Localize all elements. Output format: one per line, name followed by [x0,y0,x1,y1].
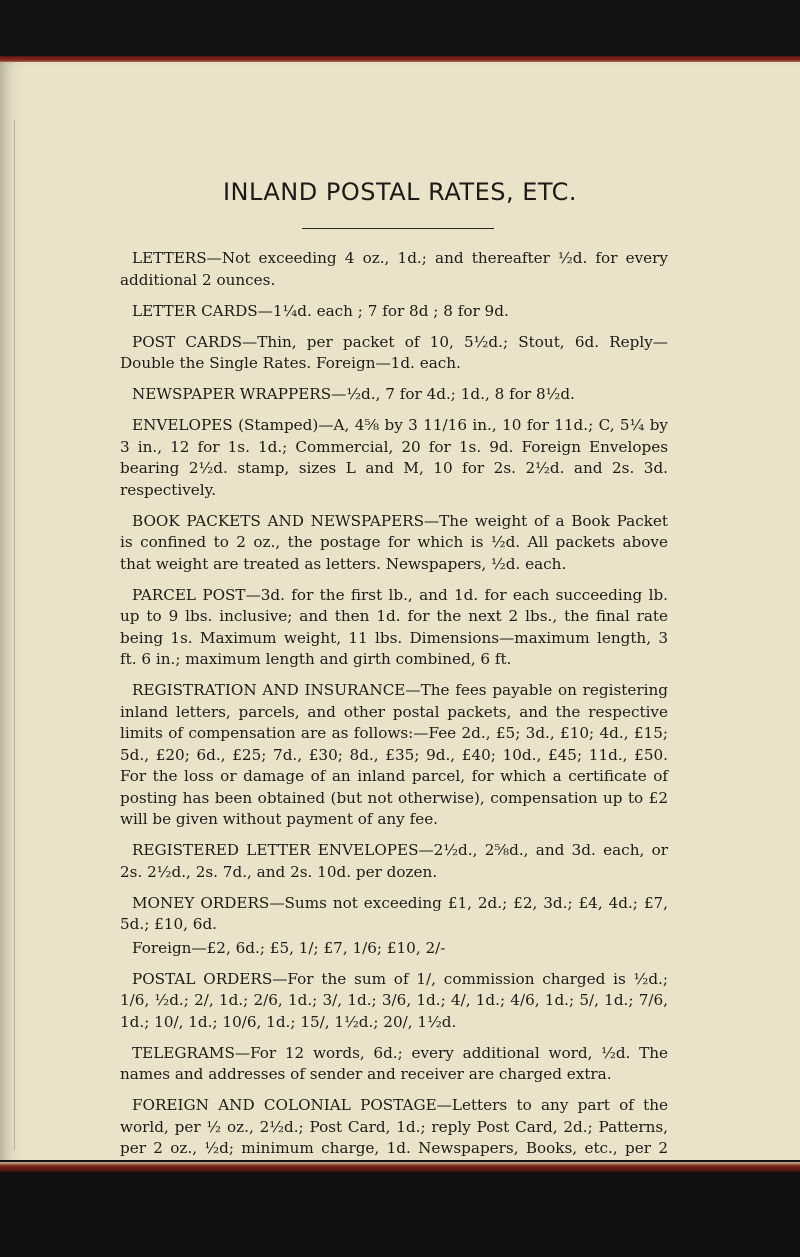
telegrams-rate: TELEGRAMS—For 12 words, 6d.; every additional word, ½d. The names and addresses of sender and receiver are charged extra. [120,1043,668,1083]
book-packets-rate: BOOK PACKETS AND NEWSPAPERS—The weight of a Book Packet is confined to 2 oz., the postage for which is ½d. All packets above that weight are treated as letters. Newspapers, ½d. each. [120,511,668,573]
title-underline [302,228,494,229]
book-bottom-edge [0,1160,800,1257]
binding-edge-bottom [0,1162,800,1172]
foreign-colonial-postage-rate: FOREIGN AND COLONIAL POSTAGE—Letters to any part of the world, per ½ oz., 2½d.; Post Card, 1d.; reply Post Card, 2d.; Patterns, per 2 oz., ½d; minimum charge, 1d. Newspapers, Books, etc., per 2 [120,1096,668,1157]
letters-rate: LETTERS—Not exceeding 4 oz., 1d.; and thereafter ½d. for every additional 2 ounces. [120,249,668,289]
registered-envelopes-rate: REGISTERED LETTER ENVELOPES—2½d., 2⅝d., and 3d. each, or 2s. 2½d., 2s. 7d., and 2s. 10d. per dozen. [120,841,668,881]
letter-cards-rate: LETTER CARDS—1¼d. each ; 7 for 8d ; 8 for 9d. [132,301,509,320]
registration-insurance-rate: REGISTRATION AND INSURANCE—The fees payable on registering inland letters, parcels, and other postal packets, and the respective limits of compensation are as follows:—Fee 2d., £5; 3d., £10; 4d., £15; 5d., £20; 6d., £25; 7d., £30; 8d., £35; 9d., £40; 10d., £45; 11d., £50. For the loss or damage of an inland parcel, for which a certificate of posting has been obtained (but not otherwise), compensation up to £2 will be given without payment of any fee. [120,681,668,828]
postal-orders-rate: POSTAL ORDERS—For the sum of 1/, commission charged is ½d.; 1/6, ½d.; 2/, 1d.; 2/6, 1d.; 3/, 1d.; 3/6, 1d.; 4/, 1d.; 4/6, 1d.; 5/, 1d.; 7/6, 1d.; 10/, 1d.; 10/6, 1d.; 15/, 1½d.; 20/, 1½d. [120,969,668,1031]
post-cards-rate: POST CARDS—Thin, per packet of 10, 5½d.; Stout, 6d. Reply—Double the Single Rates. Foreign—1d. each. [120,332,668,372]
money-orders-rate: MONEY ORDERS—Sums not exceeding £1, 2d.; £2, 3d.; £4, 4d.; £7, 5d.; £10, 6d. [120,893,668,933]
money-orders-foreign-rate: Foreign—£2, 6d.; £5, 1/; £7, 1/6; £10, 2/- [132,938,446,957]
page-fold-line [14,120,15,1150]
parcel-post-rate: PARCEL POST—3d. for the first lb., and 1d. for each succeeding lb. up to 9 lbs. inclusive; and then 1d. for the next 2 lbs., the final rate being 1s. Maximum weight, 11 lbs. Dimensions—maximum length, 3 ft. 6 in.; maximum length and girth combined, 6 ft. [120,585,668,668]
envelopes-rate: ENVELOPES (Stamped)—A, 4⅝ by 3 11/16 in., 10 for 11d.; C, 5¼ by 3 in., 12 for 1s. 1d.; Commercial, 20 for 1s. 9d. Foreign Envelopes bearing 2½d. stamp, sizes L and M, 10 for 2s. 2½d. and 2s. 3d. respectively. [120,416,668,499]
page-title: INLAND POSTAL RATES, ETC. [222,178,578,206]
rates-list [120,248,668,1191]
newspaper-wrappers-rate: NEWSPAPER WRAPPERS—½d., 7 for 4d.; 1d., 8 for 8½d. [132,385,575,403]
book-top-edge [0,0,800,62]
